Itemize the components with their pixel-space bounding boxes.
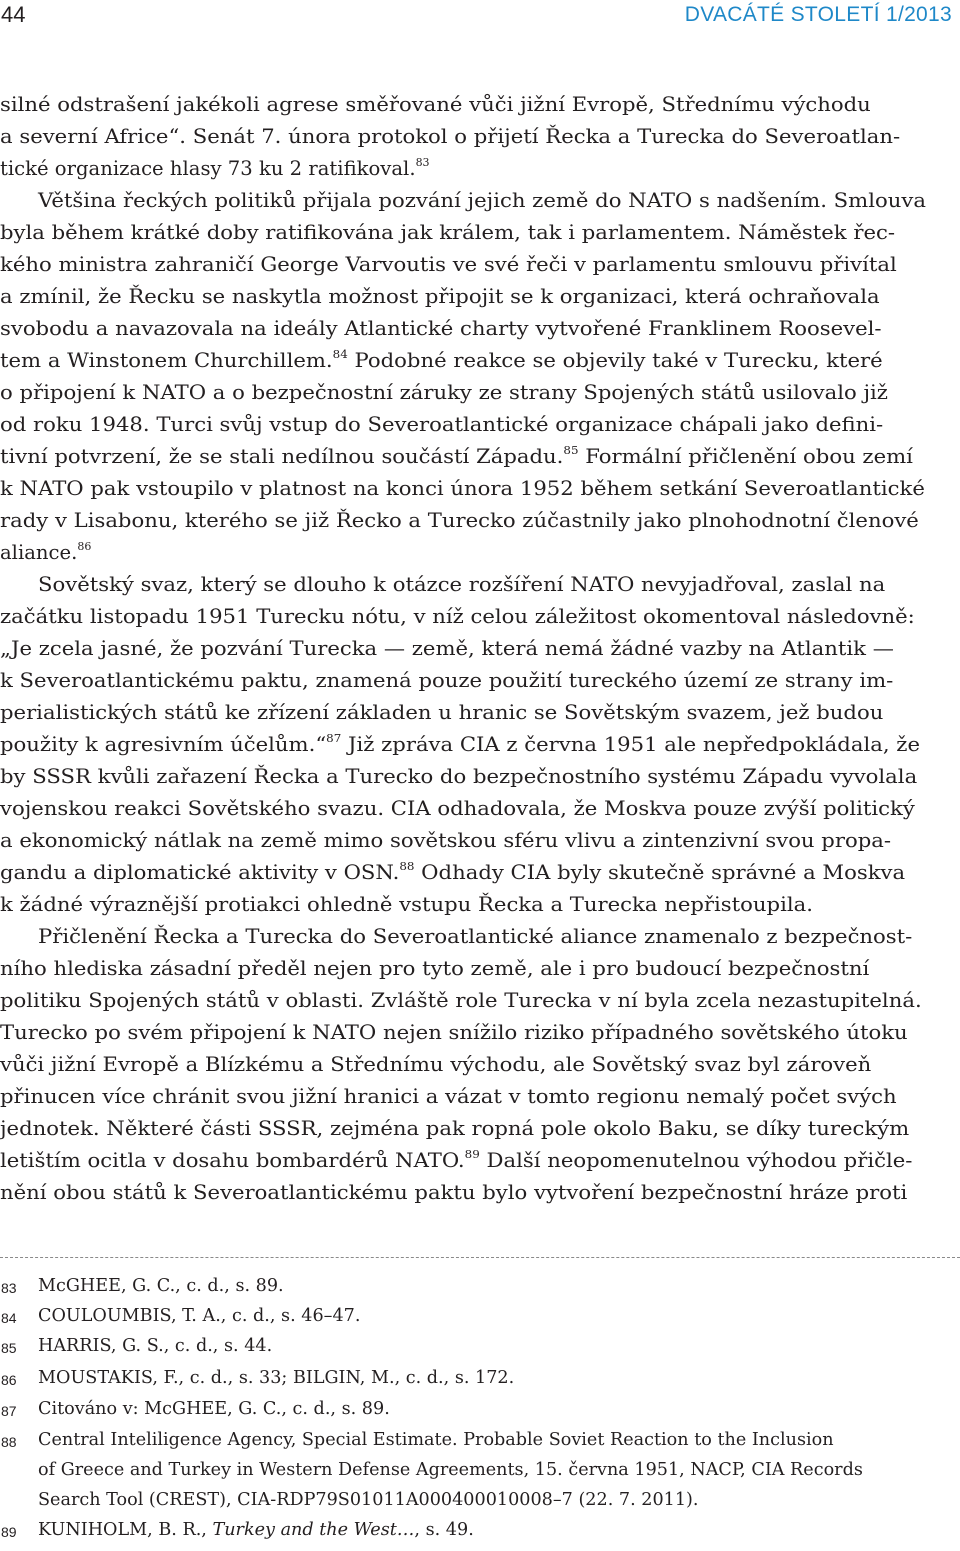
text-line: a ekonomický nátlak na země mimo sovětskou sféru vlivu a zintenzivní svou propa- <box>0 829 892 852</box>
footnote-divider <box>0 1257 960 1258</box>
text-line: od roku 1948. Turci svůj vstup do Severoatlantické organizace chápali jako defini- <box>0 413 884 436</box>
text-line: o připojení k NATO a o bezpečnostní záruky ze strany Spojených států usilovalo již <box>0 381 888 404</box>
journal-title: DVACÁTÉ STOLETÍ 1/2013 <box>684 3 952 26</box>
text-line: tem a Winstonem Churchillem.$^{84}$ Podobné reakce se objevily také v Turecku, které <box>0 348 883 372</box>
footnote-text: of Greece and Turkey in Western Defense Agreements, 15. června 1951, NACP, CIA Records <box>38 1460 863 1480</box>
footnote-text: Citováno v: McGHEE, G. C., c. d., s. 89. <box>38 1399 390 1419</box>
footnote-ref: 87 <box>326 732 342 745</box>
footnote-text: Search Tool (CREST), CIA-RDP79S01011A000400010008–7 (22. 7. 2011). <box>38 1490 699 1510</box>
text-line: k Severoatlantickému paktu, znamená pouze použití tureckého území ze strany im- <box>0 669 894 692</box>
text-line: a zmínil, že Řecku se naskytla možnost připojit se k organizaci, která ochraňovala <box>0 285 880 308</box>
text-line: nění obou států k Severoatlantickému paktu bylo vytvoření bezpečnostní hráze proti <box>0 1181 908 1204</box>
footnote-number: 84 <box>1 1310 17 1326</box>
footnote-number: 85 <box>1 1340 17 1356</box>
text-line: jednotek. Některé části SSSR, zejména pak ropná pole okolo Baku, se díky tureckým <box>0 1117 910 1140</box>
footnote-text: MOUSTAKIS, F., c. d., s. 33; BILGIN, M., c. d., s. 172. <box>38 1368 515 1388</box>
text-line: vojenskou reakci Sovětského svazu. CIA odhadovala, že Moskva pouze zvýší politický <box>0 797 915 820</box>
text-line: k žádné výraznější protiakci ohledně vstupu Řecka a Turecka nepřistoupila. <box>0 893 813 916</box>
footnote-text: McGHEE, G. C., c. d., s. 89. <box>38 1276 284 1296</box>
footnote-ref: 83 <box>415 156 430 169</box>
text-line: a severní Africe“. Senát 7. února protokol o přijetí Řecka a Turecka do Severoatlan- <box>0 125 901 148</box>
footnote-text: COULOUMBIS, T. A., c. d., s. 46–47. <box>38 1306 361 1326</box>
text-line: silné odstrašení jakékoli agrese směřované vůči jižní Evropě, Střednímu východu <box>0 93 871 116</box>
text-line: aliance.$^{86}$ <box>0 540 92 564</box>
footnote-ref: 86 <box>77 540 92 553</box>
footnote-ref: 89 <box>464 1148 480 1161</box>
text-line: byla během krátké doby ratifikována jak králem, tak i parlamentem. Náměstek řec- <box>0 221 895 244</box>
text-line: Přičlenění Řecka a Turecka do Severoatlantické aliance znamenalo z bezpečnost- <box>38 925 913 948</box>
text-line: perialistických států ke zřízení základen u hranic se Sovětským svazem, jež budou <box>0 701 884 724</box>
text-line: „Je zcela jasné, že pozvání Turecka — země, která nemá žádné vazby na Atlantik — <box>0 637 894 660</box>
footnote-text: HARRIS, G. S., c. d., s. 44. <box>38 1336 273 1356</box>
footnote-ref: 88 <box>399 860 415 873</box>
page-number: 44 <box>1 2 26 27</box>
text-line: gandu a diplomatické aktivity v OSN.$^{88}$ Odhady CIA byly skutečně správné a Moskva <box>0 860 906 884</box>
footnote-ref: 85 <box>563 444 579 457</box>
text-line: Sovětský svaz, který se dlouho k otázce rozšíření NATO nevyjadřoval, zaslal na <box>38 573 886 596</box>
footnote-number: 89 <box>1 1524 17 1540</box>
page-header <box>0 0 960 40</box>
text-line: vůči jižní Evropě a Blízkému a Střednímu východu, ale Sovětský svaz byl zároveň <box>0 1053 872 1076</box>
text-line: Většina řeckých politiků přijala pozvání jejich země do NATO s nadšením. Smlouva <box>38 189 926 212</box>
footnote-text: Central Inteliligence Agency, Special Estimate. Probable Soviet Reaction to the Inclusion <box>38 1430 834 1450</box>
text-line: začátku listopadu 1951 Turecku nótu, v níž celou záležitost okomentoval následovně: <box>0 605 915 628</box>
text-line: přinucen více chránit svou jižní hranici a vázat v tomto regionu nemalý počet svých <box>0 1085 897 1108</box>
footnote-number: 86 <box>1 1372 17 1388</box>
footnote-text: KUNIHOLM, B. R., Turkey and the West…, s. 49. <box>38 1520 474 1540</box>
text-line: k NATO pak vstoupilo v platnost na konci února 1952 během setkání Severoatlantické <box>0 477 925 500</box>
text-line: ního hlediska zásadní předěl nejen pro tyto země, ale i pro budoucí bezpečnostní <box>0 957 870 980</box>
text-line: letištím ocitla v dosahu bombardérů NATO.$^{89}$ Další neopomenutelnou výhodou přičle- <box>0 1148 913 1172</box>
footnote-number: 83 <box>1 1280 17 1296</box>
text-line: by SSSR kvůli zařazení Řecka a Turecko do bezpečnostního systému Západu vyvolala <box>0 765 918 788</box>
text-line: svobodu a navazovala na ideály Atlantické charty vytvořené Franklinem Roosevel- <box>0 317 882 340</box>
text-line: použity k agresivním účelům.“$^{87}$ Již zpráva CIA z června 1951 ale nepředpokládala, že <box>0 732 920 756</box>
footnote-ref: 84 <box>332 348 348 361</box>
text-line: kého ministra zahraničí George Varvoutis ve své řeči v parlamentu smlouvu přivítal <box>0 253 897 276</box>
text-line: rady v Lisabonu, kterého se již Řecko a Turecko zúčastnily jako plnohodnotní členové <box>0 509 919 532</box>
footnote-number: 88 <box>1 1434 17 1450</box>
text-line: Turecko po svém připojení k NATO nejen snížilo riziko případného sovětského útoku <box>0 1021 908 1044</box>
text-line: politiku Spojených států v oblasti. Zvláště role Turecka v ní byla zcela nezastupitelná. <box>0 989 922 1012</box>
text-line: tické organizace hlasy 73 ku 2 ratifikoval.$^{83}$ <box>0 156 430 180</box>
text-line: tivní potvrzení, že se stali nedílnou součástí Západu.$^{85}$ Formální přičlenění obou zemí <box>0 444 913 468</box>
footnote-number: 87 <box>1 1403 17 1419</box>
